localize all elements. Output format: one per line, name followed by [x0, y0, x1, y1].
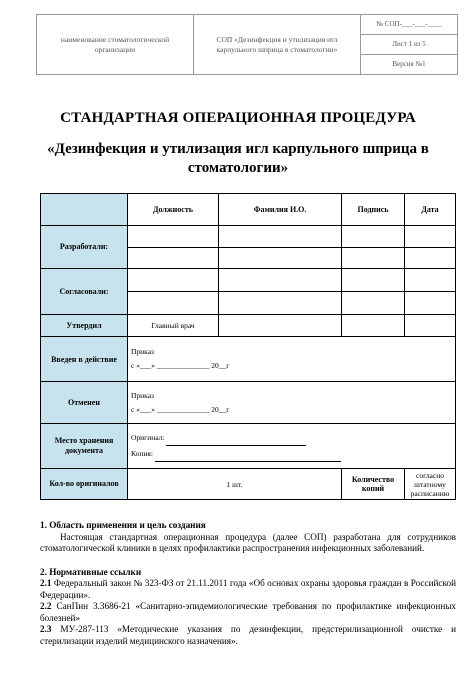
- document-header: [36, 14, 458, 75]
- approval-table: [40, 193, 456, 500]
- approved-label: Утвердил: [41, 314, 128, 337]
- table-row: [41, 423, 456, 468]
- section-2-heading: 2. Нормативные ссылки: [40, 566, 142, 577]
- table-row: [41, 314, 456, 337]
- storage-label: Место хранения документа: [41, 423, 128, 468]
- developed-label: Разработали:: [41, 225, 128, 268]
- copy-label: Копия:: [131, 448, 153, 458]
- version-number: Версия №1: [361, 55, 458, 75]
- document-subtitle: «Дезинфекция и утилизация игл карпульного шприца в стоматологии»: [47, 141, 429, 176]
- count-originals-label: Кол-во оригиналов: [41, 469, 128, 500]
- table-row: [41, 337, 456, 382]
- original-label: Оригинал:: [131, 432, 165, 442]
- cancelled-order: Приказ с «___» ______________ 20__г: [128, 382, 456, 423]
- count-copies-label: Количество копий: [342, 469, 405, 500]
- cancelled-label: Отменен: [41, 382, 128, 423]
- reference-item: 2.1 Федеральный закон № 323-ФЗ от 21.11.2011 года «Об основах охраны здоровья граждан в Российской Федерации».: [40, 578, 457, 600]
- column-position: Должность: [128, 194, 219, 226]
- storage-places: [128, 423, 456, 468]
- column-name: Фамилия И.О.: [219, 194, 342, 226]
- sheet-number: Лист 1 из 5: [361, 35, 458, 55]
- agreed-label: Согласовали:: [41, 269, 128, 314]
- document-title: СТАНДАРТНАЯ ОПЕРАЦИОННАЯ ПРОЦЕДУРА: [60, 110, 416, 126]
- sop-number: № СОП-___-___-____: [361, 15, 458, 35]
- table-row: [41, 269, 456, 292]
- reference-item: 2.3 МУ-287-113 «Методические указания по дезинфекции, предстерилизационной очистке и стерилизации изделий медицинского назначения».: [40, 624, 457, 646]
- table-header-row: [41, 194, 456, 226]
- reference-item: 2.2 СанПин 3.3686-21 «Санитарно-эпидемиологические требования по профилактике инфекционных болезней»: [40, 601, 456, 623]
- table-row: [41, 225, 456, 247]
- introduced-label: Введен в действие: [41, 337, 128, 382]
- count-originals-value: 1 шт.: [128, 469, 342, 500]
- table-row: [41, 469, 456, 500]
- table-corner: [41, 194, 128, 226]
- document-body: [40, 520, 456, 647]
- sop-title-header: СОП «Дезинфекция и утилизация игл карпульного шприца в стоматологии»: [194, 15, 361, 75]
- table-row: [41, 382, 456, 423]
- introduced-order: Приказ с «___» ______________ 20__г: [128, 337, 456, 382]
- approved-position: Главный врач: [128, 314, 219, 337]
- section-1-heading: 1. Область применения и цель создания: [40, 520, 206, 530]
- column-date: Дата: [405, 194, 456, 226]
- column-signature: Подпись: [342, 194, 405, 226]
- organization-name: наименование стоматологической организации: [37, 15, 194, 75]
- count-copies-value: согласно штатному расписанию: [405, 469, 456, 500]
- section-1-text: Настоящая стандартная операционная процедура (далее СОП) разработана для сотрудников стоматологической клиники в целях профилактики распространения инфекционных заболеваний.: [40, 531, 456, 553]
